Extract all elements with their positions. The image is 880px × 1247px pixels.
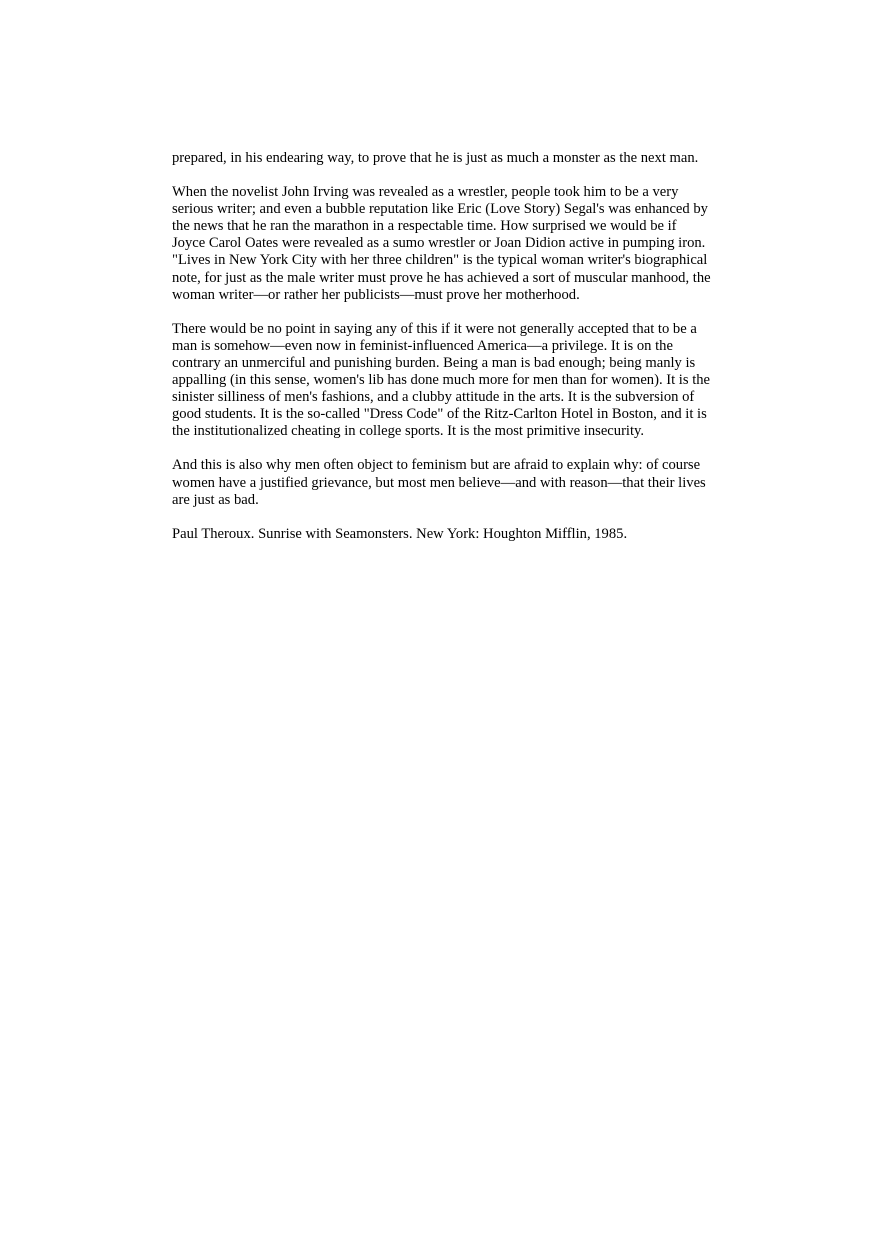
document-body	[172, 150, 712, 560]
citation: Paul Theroux. Sunrise with Seamonsters. New York: Houghton Mifflin, 1985.	[172, 525, 628, 542]
paragraph-1: prepared, in his endearing way, to prove that he is just as much a monster as the next man.	[172, 150, 699, 166]
paragraph-2: When the novelist John Irving was revealed as a wrestler, people took him to be a very serious writer; and even a bubble reputation like Eric (Love Story) Segal's was enhanced by the news that he ran the marathon in a respectable time. How surprised we would be if Joyce Carol Oates were revealed as a sumo wrestler or Joan Didion active in pumping iron. "Lives in New York City with her three children" is the typical woman writer's biographical note, for just as the male writer must prove he has achieved a sort of muscular manhood, the woman writer—or rather her publicists—must prove her motherhood.	[172, 184, 711, 303]
paragraph-3: There would be no point in saying any of this if it were not generally accepted that to be a man is somehow—even now in feminist-influenced America—a privilege. It is on the contrary an unmerciful and punishing burden. Being a man is bad enough; being manly is appalling (in this sense, women's lib has done much more for men than for women). It is the sinister silliness of men's fashions, and a clubby attitude in the arts. It is the subversion of good students. It is the so-called "Dress Code" of the Ritz-Carlton Hotel in Boston, and it is the institutionalized cheating in college sports. It is the most primitive insecurity.	[172, 320, 711, 440]
paragraph-4: And this is also why men often object to feminism but are afraid to explain why: of course women have a justified grievance, but most men believe—and with reason—that their lives are just as bad.	[172, 457, 706, 508]
